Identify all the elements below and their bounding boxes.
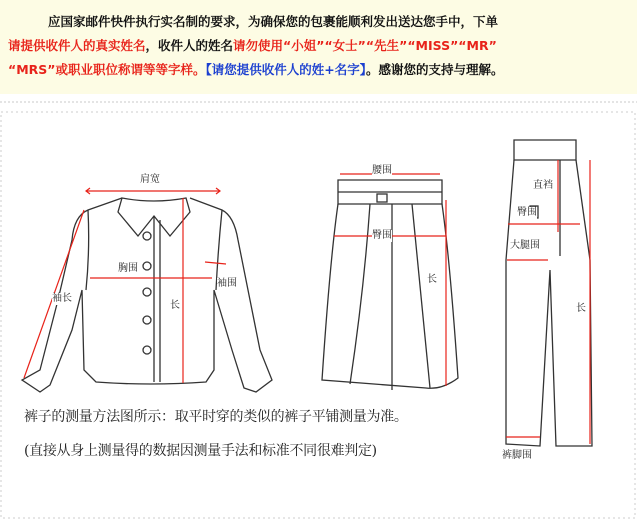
skirt-hip-label: 臀围 <box>372 230 392 241</box>
pants-rise-label: 直裆 <box>533 180 553 191</box>
jacket-chest-label: 胸围 <box>118 263 138 274</box>
jacket-sleeve-length-label: 袖长 <box>52 293 72 304</box>
measurement-figure <box>0 110 637 520</box>
caption-line-2: (直接从身上测量得的数据因测量手法和标准不同很难判定) <box>24 443 377 459</box>
notice-banner <box>0 0 637 94</box>
notice-line-1: 应国家邮件快件执行实名制的要求，为确保您的包裹能顺利发出送达您手中，下单 <box>48 14 499 29</box>
jacket-length-label: 长 <box>170 300 180 311</box>
skirt-length-label: 长 <box>427 274 437 285</box>
jacket-measure-lines <box>24 188 226 383</box>
jacket-sleeve-width-label: 袖围 <box>217 278 237 289</box>
notice-forbidden-titles-2: “MRS”或职业职位称谓等等字样。 <box>8 62 206 77</box>
divider-gray <box>0 94 637 110</box>
notice-line-2 <box>8 34 629 58</box>
pants-hip-label: 臀围 <box>517 207 537 218</box>
skirt-waist-label: 腰围 <box>372 165 392 176</box>
caption-line-1: 裤子的测量方法图所示：取平时穿的类似的裤子平铺测量为准。 <box>24 409 408 425</box>
pants-length-label: 长 <box>576 303 586 314</box>
jacket-shoulder-label: 肩宽 <box>140 174 160 185</box>
pants-hem-label: 裤脚围 <box>502 450 532 461</box>
notice-recipient-name: ，收件人的姓名 <box>145 38 234 53</box>
pants-thigh-label: 大腿围 <box>510 240 540 251</box>
notice-line-3 <box>8 58 629 82</box>
skirt-drawing <box>322 180 458 390</box>
notice-thanks: 。感谢您的支持与理解。 <box>365 62 504 77</box>
notice-forbidden-titles: 请勿使用“小姐”“女士”“先生”“MISS”“MR” <box>233 38 497 53</box>
notice-surname-request: 【请您提供收件人的姓+名字】 <box>205 62 366 77</box>
notice-real-name: 请提供收件人的真实姓名 <box>8 38 146 53</box>
